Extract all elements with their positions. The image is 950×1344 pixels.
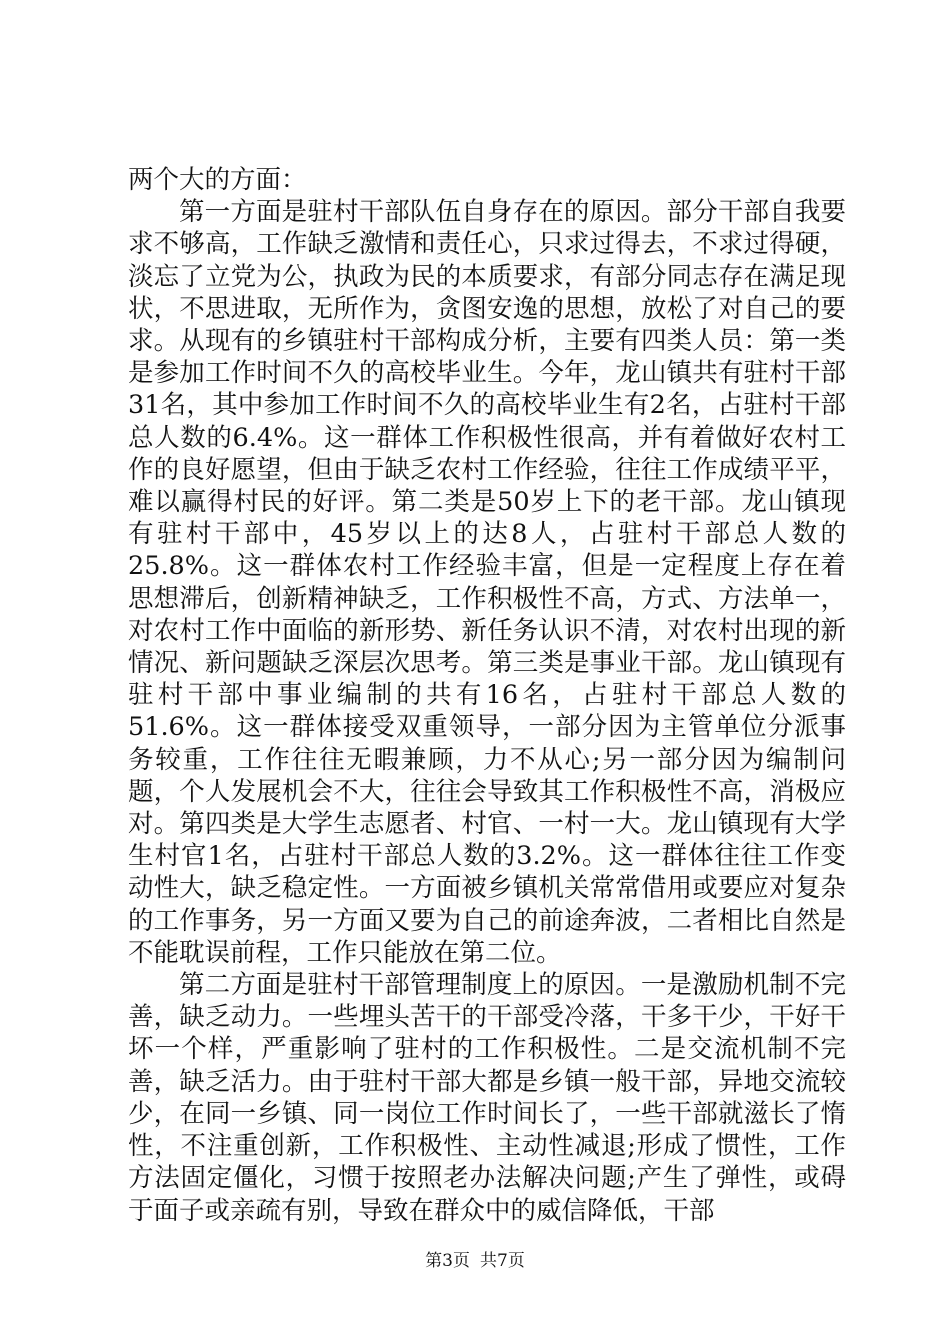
paragraph-first-aspect: 第一方面是驻村干部队伍自身存在的原因。部分干部自我要求不够高，工作缺乏激情和责任心，只求过得去，不求过得硬，淡忘了立党为公，执政为民的本质要求，有部分同志存在满足现状，不思进取，无所作为，贪图安逸的思想，放松了对自己的要求。从现有的乡镇驻村干部构成分析，主要有四类人员：第一类是参加工作时间不久的高校毕业生。今年，龙山镇共有驻村干部31名，其中参加工作时间不久的高校毕业生有2名，占驻村干部总人数的6.4%。这一群体工作积极性很高，并有着做好农村工作的良好愿望，但由于缺乏农村工作经验，往往工作成绩平平，难以赢得村民的好评。第二类是50岁上下的老干部。龙山镇现有驻村干部中，45岁以上的达8人，占驻村干部总人数的25.8%。这一群体农村工作经验丰富，但是一定程度上存在着思想滞后，创新精神缺乏，工作积极性不高，方式、方法单一，对农村工作中面临的新形势、新任务认识不清，对农村出现的新情况、新问题缺乏深层次思考。第三类是事业干部。龙山镇现有驻村干部中事业编制的共有16名，占驻村干部总人数的51.6%。这一群体接受双重领导，一部分因为主管单位分派事务较重，工作往往无暇兼顾，力不从心;另一部分因为编制问题，个人发展机会不大，往往会导致其工作积极性不高，消极应对。第四类是大学生志愿者、村官、一村一大。龙山镇现有大学生村官1名，占驻村干部总人数的3.2%。这一群体往往工作变动性大，缺乏稳定性。一方面被乡镇机关常常借用或要应对复杂的工作事务，另一方面又要为自己的前途奔波，二者相比自然是不能耽误前程，工作只能放在第二位。 (128, 197, 846, 968)
body-text (128, 164, 846, 1227)
page-number: 第3页 (425, 1251, 470, 1271)
page-footer (0, 1246, 950, 1271)
page-total: 共7页 (480, 1251, 525, 1271)
paragraph-second-aspect: 第二方面是驻村干部管理制度上的原因。一是激励机制不完善，缺乏动力。一些埋头苦干的干部受冷落，干多干少，干好干坏一个样，严重影响了驻村的工作积极性。二是交流机制不完善，缺乏活力。由于驻村干部大都是乡镇一般干部，异地交流较少，在同一乡镇、同一岗位工作时间长了，一些干部就滋长了惰性，不注重创新，工作积极性、主动性减退;形成了惯性，工作方法固定僵化，习惯于按照老办法解决问题;产生了弹性，或碍于面子或亲疏有别，导致在群众中的威信降低，干部 (128, 970, 846, 1226)
paragraph-continuation: 两个大的方面： (128, 165, 307, 195)
